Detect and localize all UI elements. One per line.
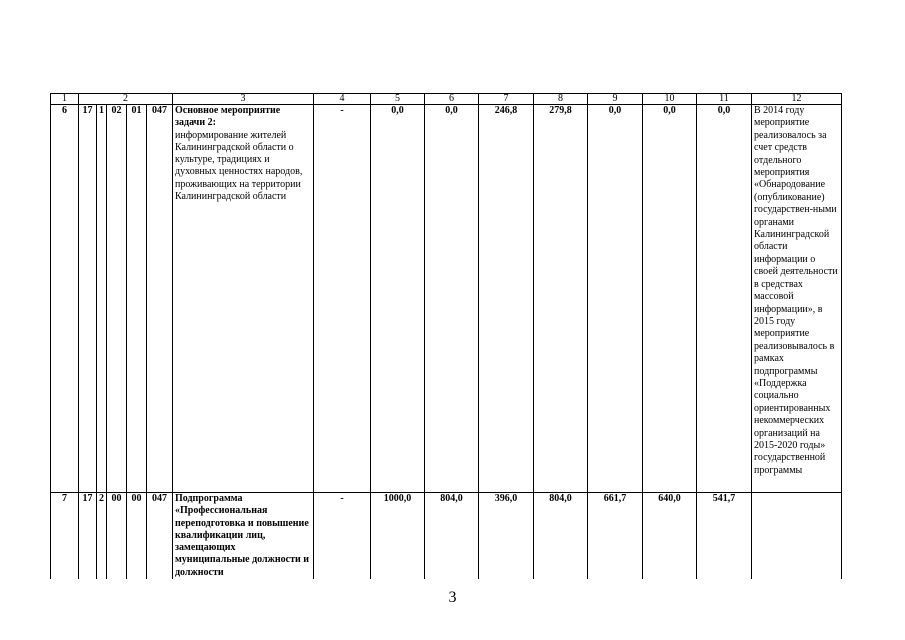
page-number: 3: [448, 589, 457, 606]
value-cell: 0,0: [643, 105, 697, 493]
value-cell: 661,7: [588, 493, 643, 580]
note-cell: В 2014 году мероприятие реализовалось за счет средств отдельного мероприятия «Обнародование (опубликование) государствен-ными органами Калининградской области информации о своей деятельности в средствах массовой информации», в 2015 году мероприятие реализовывалось в рамках подпрограммы «Поддержка социально ориентированных некоммерческих организаций на 2015-2020 годы» государственной программы: [752, 105, 842, 493]
row-number: 6: [51, 105, 79, 493]
program-table: [50, 93, 842, 579]
value-cell: 640,0: [643, 493, 697, 580]
activity-title: [173, 105, 314, 493]
header-col-8: 8: [534, 94, 588, 105]
value-cell: 1000,0: [371, 493, 425, 580]
value-cell: 246,8: [479, 105, 534, 493]
activity-title-text: информирование жителей Калининградской области о культуре, традициях и духовных ценностях народов, проживающих на территории Калининградской области: [175, 129, 303, 203]
value-cell: 0,0: [697, 105, 752, 493]
code-cell: 047: [147, 105, 173, 493]
header-col-1: 1: [51, 94, 79, 105]
value-cell: 0,0: [371, 105, 425, 493]
header-row: [51, 94, 842, 105]
value-cell: 0,0: [588, 105, 643, 493]
header-col-11: 11: [697, 94, 752, 105]
header-col-10: 10: [643, 94, 697, 105]
code-cell: 17: [79, 493, 97, 580]
value-cell: 804,0: [534, 493, 588, 580]
code-cell: 1: [97, 105, 107, 493]
value-cell: 541,7: [697, 493, 752, 580]
header-col-6: 6: [425, 94, 479, 105]
header-col-2: 2: [79, 94, 173, 105]
table-row: [51, 493, 842, 580]
note-cell: [752, 493, 842, 580]
code-cell: 00: [107, 493, 127, 580]
value-cell: 0,0: [425, 105, 479, 493]
code-cell: 2: [97, 493, 107, 580]
code-cell: 01: [127, 105, 147, 493]
code-cell: 17: [79, 105, 97, 493]
header-col-9: 9: [588, 94, 643, 105]
value-cell: 396,0: [479, 493, 534, 580]
code-cell: 00: [127, 493, 147, 580]
table-row: [51, 105, 842, 493]
header-col-12: 12: [752, 94, 842, 105]
header-col-3: 3: [173, 94, 314, 105]
code-cell: 02: [107, 105, 127, 493]
code-cell: 047: [147, 493, 173, 580]
activity-title-bold: Основное мероприятие задачи 2:: [175, 105, 281, 129]
value-cell: 804,0: [425, 493, 479, 580]
row-number: 7: [51, 493, 79, 580]
header-col-5: 5: [371, 94, 425, 105]
value-cell: -: [314, 493, 371, 580]
subprogram-title: Подпрограмма «Профессиональная переподготовка и повышение квалификации лиц, замещающих муниципальные должности и должности: [173, 493, 314, 580]
header-col-4: 4: [314, 94, 371, 105]
value-cell: 279,8: [534, 105, 588, 493]
header-col-7: 7: [479, 94, 534, 105]
value-cell: -: [314, 105, 371, 493]
